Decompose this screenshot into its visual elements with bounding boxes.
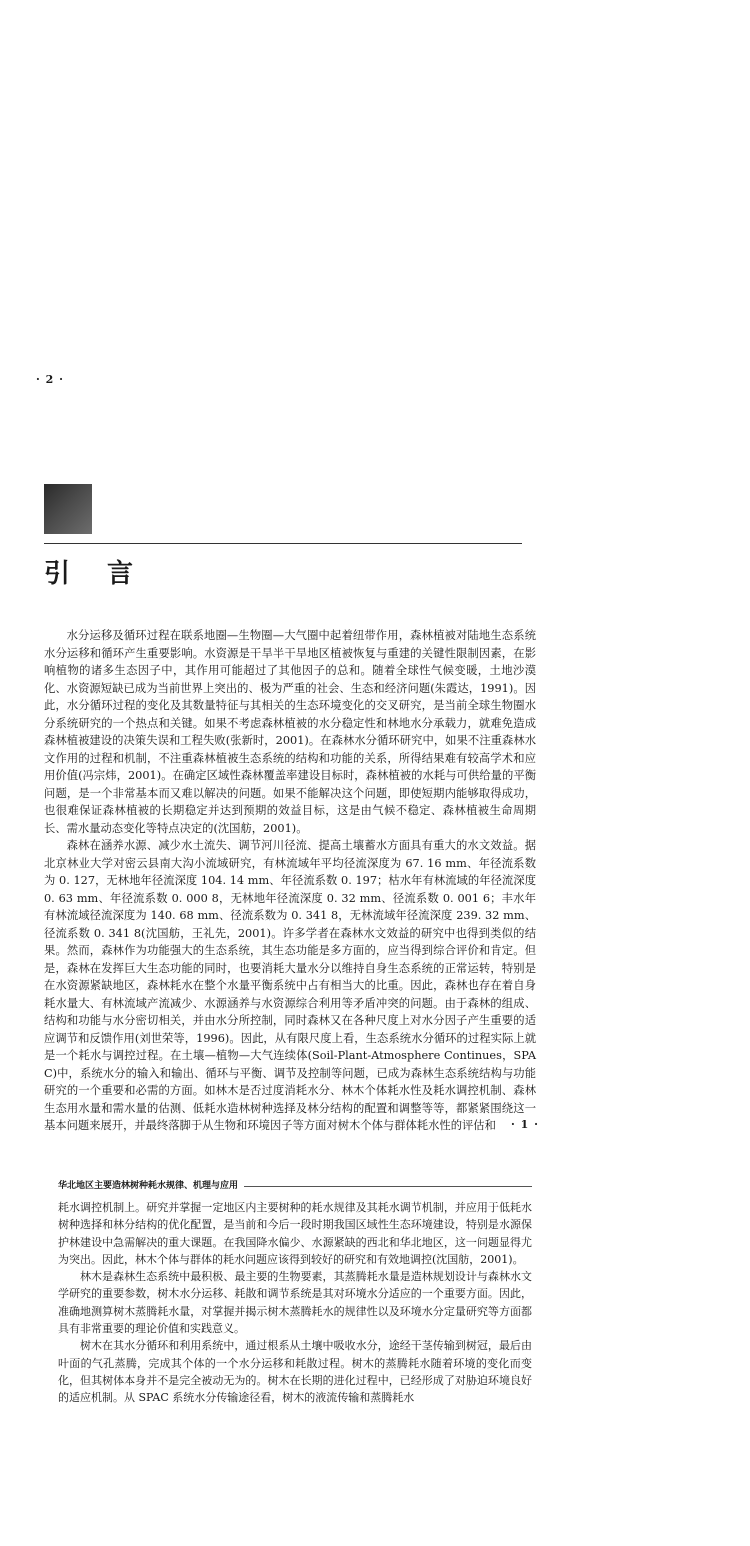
page-number-top: · 2 ·	[36, 373, 64, 386]
paragraph: 林木是森林生态系统中最积极、最主要的生物要素，其蒸腾耗水量是造林规划设计与森林水文学研究的重要参数，树木水分运移、耗散和调节系统是其对环境水分适应的一个重要方面。因此，准确地测算树木蒸腾耗水量，对掌握并揭示树木蒸腾耗水的规律性以及环境水分定量研究等方面都具有非常重要的理论价值和实践意义。	[58, 1270, 532, 1336]
running-head: 华北地区主要造林树种耗水规律、机理与应用	[58, 1178, 244, 1191]
paragraph: 耗水调控机制上。研究并掌握一定地区内主要树种的耗水规律及其耗水调节机制，并应用于低耗水树种选择和林分结构的优化配置，是当前和今后一段时期我国区域性生态环境建设，特别是水源保护林建设中急需解决的重大课题。在我国降水偏少、水源紧缺的西北和华北地区，这一问题显得尤为突出。因此，林木个体与群体的耗水问题应该得到较好的研究和有效地调控(沈国舫，2001)。	[58, 1201, 532, 1266]
chapter-top-rule	[44, 543, 522, 544]
chapter-decoration-block	[44, 484, 92, 534]
paragraph: 森林在涵养水源、减少水土流失、调节河川径流、提高土壤蓄水方面具有重大的水文效益。据北京林业大学对密云县南大沟小流域研究，有林流域年平均径流深度为 67. 16 mm、年径流系数为 0. 127，无林地年径流深度 104. 14 mm、年径流系数 0. 197；枯水年有林流域的年径流深度 0. 63 mm、年径流系数 0. 000 8，无林地年径流深度 0. 32 mm、径流系数 0. 001 6；丰水年有林流域径流深度为 140. 68 mm、径流系数为 0. 341 8，无林流域年径流深度 239. 32 mm、径流系数 0. 341 8(沈国舫，王礼先，2001)。许多学者在森林水文效益的研究中也得到类似的结果。然而，森林作为功能强大的生态系统，其生态功能是多方面的，应当得到综合评价和肯定。但是，森林在发挥巨大生态功能的同时，也要消耗大量水分以维持自身生态系统的正常运转，特别是在水资源紧缺地区，森林耗水在整个水量平衡系统中占有相当大的比重。因此，森林也存在着自身耗水量大、有林流域产流减少、水源涵养与水资源综合利用等矛盾冲突的问题。由于森林的组成、结构和功能与水分密切相关，并由水分所控制，同时森林又在各种尺度上对水分因子产生重要的适应调节和反馈作用(刘世荣等，1996)。因此，从有限尺度上看，生态系统水分循环的过程实际上就是一个耗水与调控过程。在土壤—植物—大气连续体(Soil-Plant-Atmosphere Continues，SPAC)中，系统水分的输入和输出、循环与平衡、调节及控制等问题，已成为森林生态系统结构与功能研究的一个重要和必需的方面。如林木是否过度消耗水分、林木个体耗水性及耗水调控机制、森林生态用水量和需水量的估测、低耗水造林树种选择及林分结构的配置和调整等等，都紧紧围绕这一基本问题来展开，并最终落脚于从生物和环境因子等方面对树木个体与群体耗水性的评估和	[44, 839, 536, 1132]
page-number-bottom: · 1 ·	[511, 1118, 539, 1131]
body-text-page-1	[44, 627, 536, 1132]
paragraph: 树木在其水分循环和利用系统中，通过根系从土壤中吸收水分，途经干茎传输到树冠，最后由叶面的气孔蒸腾，完成其个体的一个水分运移和耗散过程。树木的蒸腾耗水随着环境的变化而变化，但其树体本身并不是完全被动无为的。树木在长期的进化过程中，已经形成了对胁迫环境良好的适应机制。从 SPAC 系统水分传输途径看，树木的液流传输和蒸腾耗水	[58, 1339, 532, 1405]
body-text-page-2	[58, 1199, 532, 1546]
paragraph: 水分运移及循环过程在联系地圈—生物圈—大气圈中起着纽带作用，森林植被对陆地生态系统水分运移和循环产生重要影响。水资源是干旱半干旱地区植被恢复与重建的关键性限制因素，在影响植物的诸多生态因子中，其作用可能超过了其他因子的总和。随着全球性气候变暖，土地沙漠化、水资源短缺已成为当前世界上突出的、极为严重的社会、生态和经济问题(朱霞达，1991)。因此，水分循环过程的变化及其数量特征与其相关的生态环境变化的交叉研究，是当前全球生物圈水分系统研究的一个热点和关键。如果不考虑森林植被的水分稳定性和林地水分承载力，就难免造成森林植被建设的决策失误和工程失败(张新时，2001)。在森林水分循环研究中，如果不注重森林水文作用的过程和机制，不注重森林植被生态系统的结构和功能的关系，所得结果难有较高学术和应用价值(冯宗炜，2001)。在确定区域性森林覆盖率建设目标时，森林植被的水耗与可供给量的平衡问题，是一个非常基本而又难以解决的问题。如果不能解决这个问题，即使短期内能够取得成功，也很难保证森林植被的长期稳定并达到预期的效益目标，这是由气候不稳定、森林植被生命周期长、需水量动态变化等特点决定的(沈国舫，2001)。	[44, 629, 536, 835]
chapter-title: 引 言	[44, 559, 148, 589]
